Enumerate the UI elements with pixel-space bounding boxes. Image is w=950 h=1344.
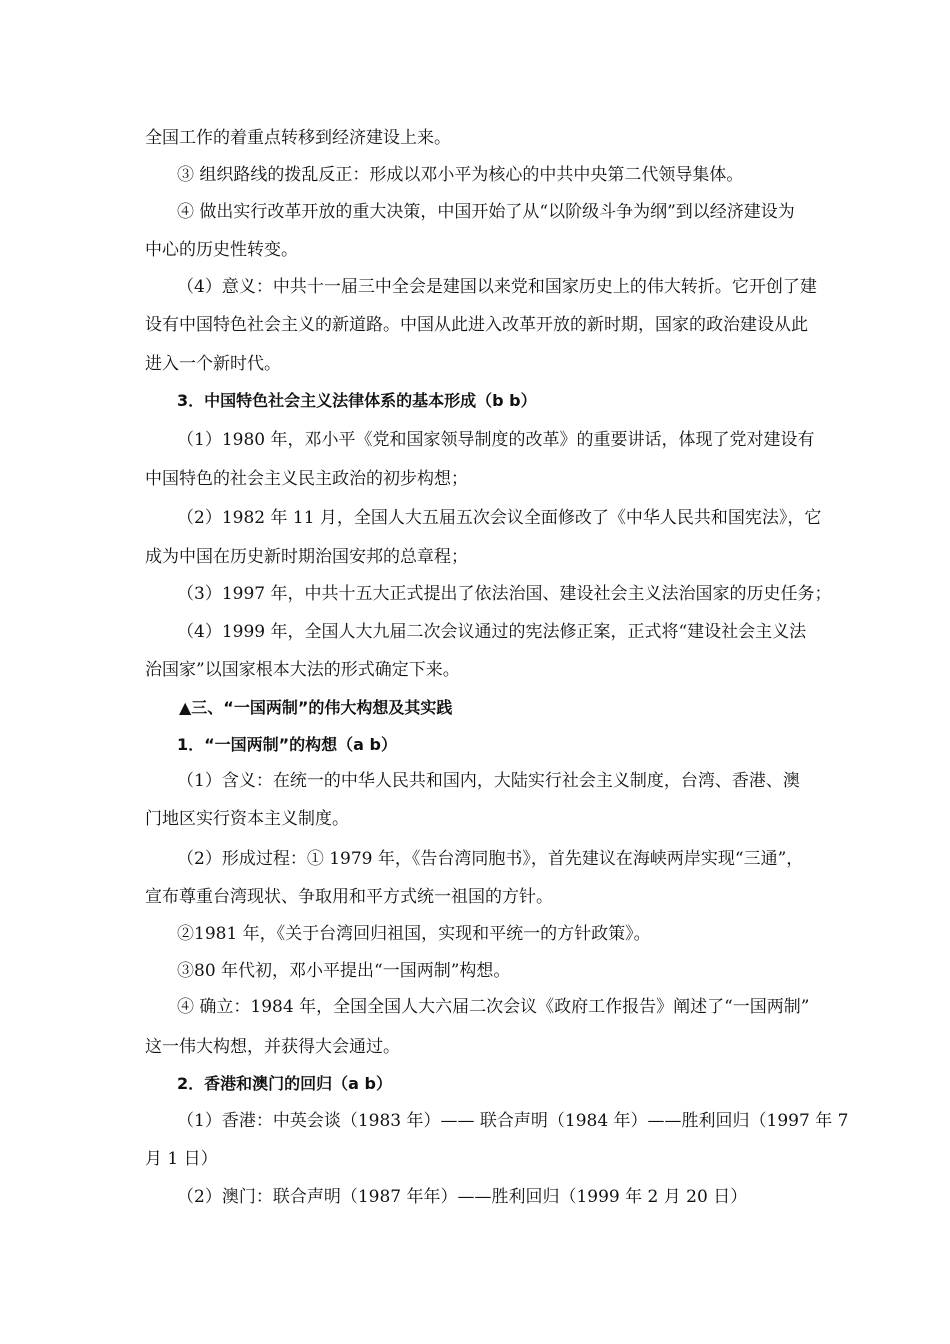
text-line: 这一伟大构想，并获得大会通过。 (145, 1037, 400, 1057)
text-line: 成为中国在历史新时期治国安邦的总章程； (145, 547, 468, 567)
section-heading: ▲三、“一国两制”的伟大构想及其实践 (179, 698, 453, 717)
section-heading: 3．中国特色社会主义法律体系的基本形成（b b） (177, 391, 537, 410)
subsection-heading: 1．“一国两制”的构想（a b） (177, 735, 397, 754)
text-line: 设有中国特色社会主义的新道路。中国从此进入改革开放的新时期，国家的政治建设从此 (145, 315, 808, 335)
text-line: 月 1 日） (145, 1149, 218, 1169)
text-line: ④ 做出实行改革开放的重大决策，中国开始了从“以阶级斗争为纲”到以经济建设为 (177, 202, 795, 222)
text-line: （3）1997 年，中共十五大正式提出了依法治国、建设社会主义法治国家的历史任务； (177, 584, 832, 604)
subsection-heading: 2．香港和澳门的回归（a b） (177, 1074, 392, 1093)
text-line: 进入一个新时代。 (145, 354, 281, 374)
text-line: ②1981 年，《关于台湾回归祖国，实现和平统一的方针政策》。 (177, 924, 651, 944)
text-line: （1）香港：中英会谈（1983 年）—— 联合声明（1984 年）——胜利回归（1997 年 7 (177, 1111, 849, 1131)
text-line: 门地区实行资本主义制度。 (145, 809, 349, 829)
text-line: （4）意义：中共十一届三中全会是建国以来党和国家历史上的伟大转折。它开创了建 (177, 277, 817, 297)
text-line: （2）1982 年 11 月，全国人大五届五次会议全面修改了《中华人民共和国宪法》，它 (177, 508, 822, 528)
text-line: ④ 确立：1984 年，全国全国人大六届二次会议《政府工作报告》阐述了“一国两制” (177, 997, 810, 1017)
text-line: 中国特色的社会主义民主政治的初步构想； (145, 469, 468, 489)
text-line: （2）澳门：联合声明（1987 年年）——胜利回归（1999 年 2 月 20 日） (177, 1187, 748, 1207)
text-line: （1）1980 年，邓小平《党和国家领导制度的改革》的重要讲话，体现了党对建设有 (177, 430, 815, 450)
text-line: ③80 年代初，邓小平提出“一国两制”构想。 (177, 961, 511, 981)
text-line: 治国家”以国家根本大法的形式确定下来。 (145, 660, 460, 680)
text-line: （1）含义：在统一的中华人民共和国内，大陆实行社会主义制度，台湾、香港、澳 (177, 771, 800, 791)
text-line: （2）形成过程：① 1979 年，《告台湾同胞书》，首先建议在海峡两岸实现“三通”， (177, 849, 804, 869)
text-line: 宣布尊重台湾现状、争取用和平方式统一祖国的方针。 (145, 887, 553, 907)
text-line: 全国工作的着重点转移到经济建设上来。 (145, 128, 451, 148)
text-line: （4）1999 年，全国人大九届二次会议通过的宪法修正案，正式将“建设社会主义法 (177, 622, 807, 642)
text-line: ③ 组织路线的拨乱反正：形成以邓小平为核心的中共中央第二代领导集体。 (177, 165, 744, 185)
text-line: 中心的历史性转变。 (145, 240, 298, 260)
